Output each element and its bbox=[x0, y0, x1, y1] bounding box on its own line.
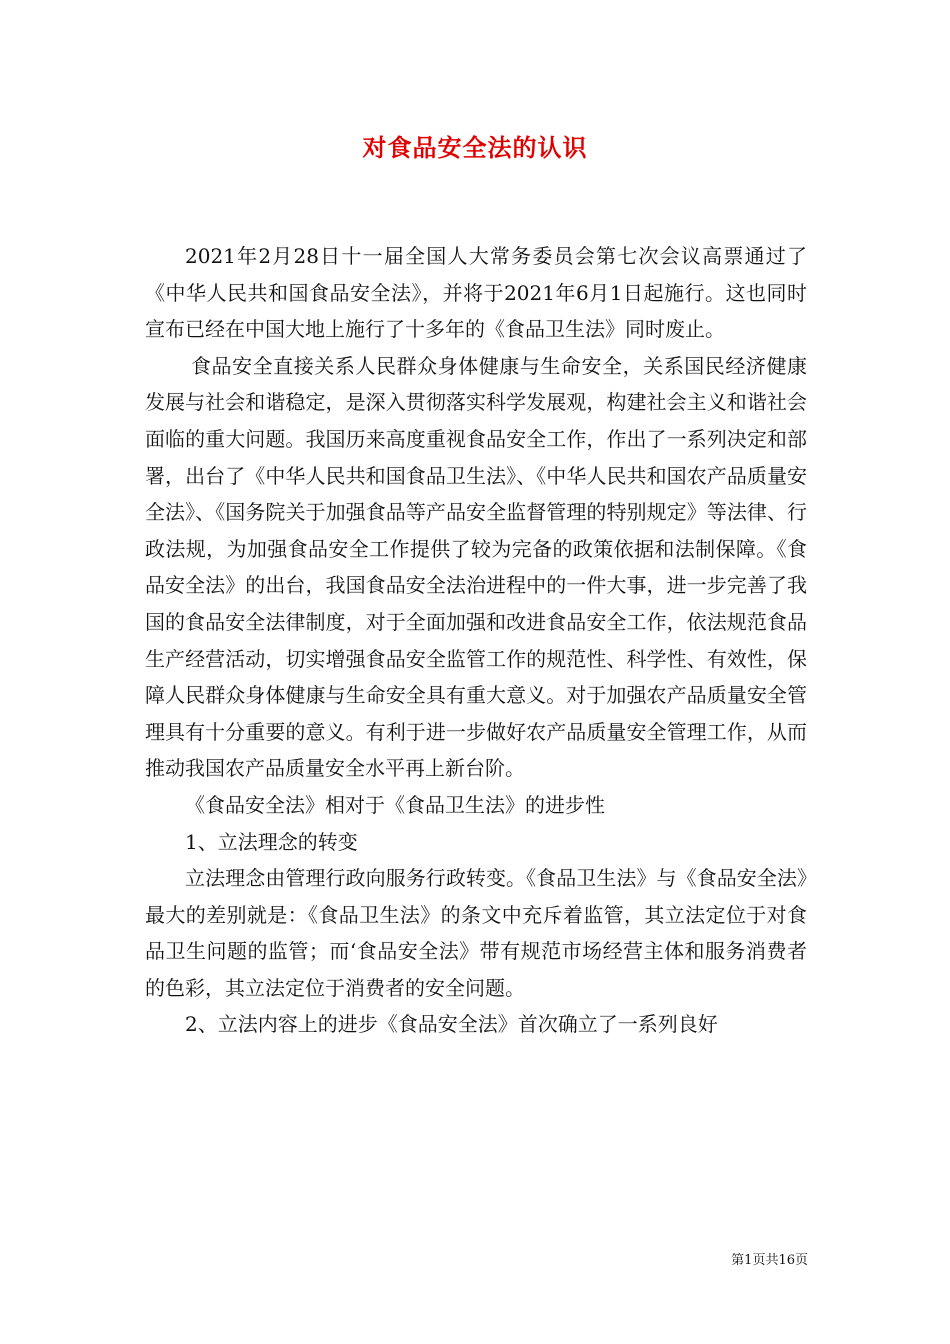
page-number: 第1页共16页 bbox=[731, 1253, 808, 1268]
document-body bbox=[145, 238, 807, 1043]
paragraph-3: 《食品安全法》相对于《食品卫生法》的进步性 bbox=[185, 792, 605, 817]
paragraph-1: 2021年2月28日十一届全国人大常务委员会第七次会议高票通过了《中华人民共和国食品安全法》，并将于2021年6月1日起施行。这也同时宣布已经在中国大地上施行了十多年的《食品卫生法》同时废止。 bbox=[145, 244, 807, 342]
paragraph-4: 1、立法理念的转变 bbox=[185, 829, 358, 854]
document-title: 对食品安全法的认识 bbox=[362, 133, 588, 162]
paragraph-2: 食品安全直接关系人民群众身体健康与生命安全，关系国民经济健康发展与社会和谐稳定，是深入贯彻落实科学发展观，构建社会主义和谐社会面临的重大问题。我国历来高度重视食品安全工作，作出了一系列决定和部署，出台了《中华人民共和国食品卫生法》、《中华人民共和国农产品质量安全法》、《国务院关于加强食品等产品安全监督管理的特别规定》等法律、行政法规，为加强食品安全工作提供了较为完备的政策依据和法制保障。《食品安全法》的出台，我国食品安全法治进程中的一件大事，进一步完善了我国的食品安全法律制度，对于全面加强和改进食品安全工作，依法规范食品生产经营活动，切实增强食品安全监管工作的规范性、科学性、有效性，保障人民群众身体健康与生命安全具有重大意义。对于加强农产品质量安全管理具有十分重要的意义。有利于进一步做好农产品质量安全管理工作，从而推动我国农产品质量安全水平再上新台阶。 bbox=[145, 353, 807, 781]
paragraph-6: 2、立法内容上的进步《食品安全法》首次确立了一系列良好 bbox=[185, 1012, 718, 1037]
paragraph-5: 立法理念由管理行政向服务行政转变。《食品卫生法》与《食品安全法》最大的差别就是：《食品卫生法》的条文中充斥着监管，其立法定位于对食品卫生问题的监管；而‘食品安全法》带有规范市场经营主体和服务消费者的色彩，其立法定位于消费者的安全问题。 bbox=[145, 866, 807, 1000]
